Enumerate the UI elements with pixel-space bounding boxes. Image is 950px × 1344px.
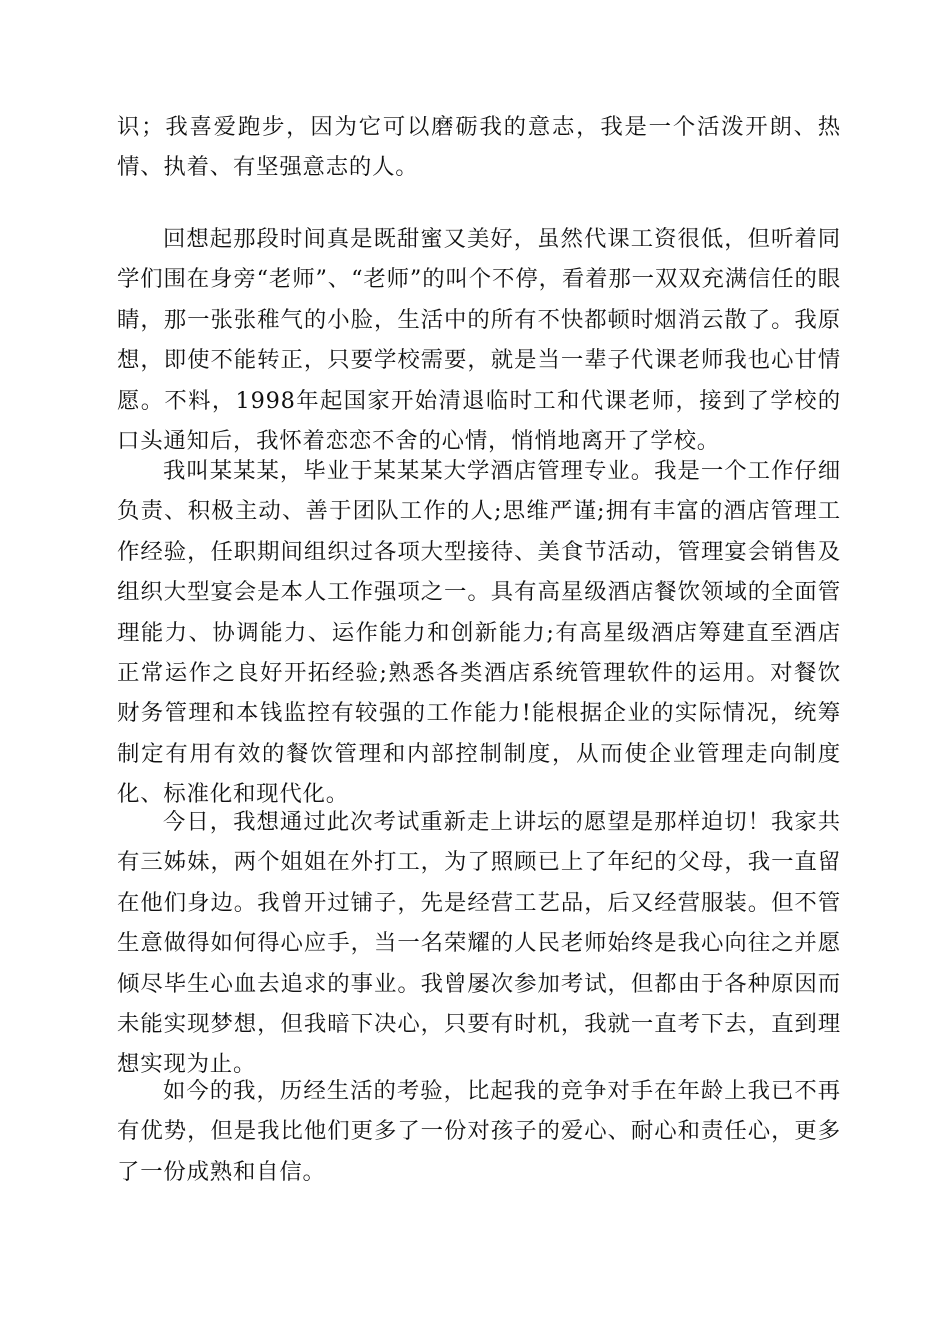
paragraph-introduction: 我叫某某某，毕业于某某某大学酒店管理专业。我是一个工作仔细负责、积极主动、善于团队工作的人;思维严谨;拥有丰富的酒店管理工作经验，任职期间组织过各项大型接待、美食节活动，管理宴会销售及组织大型宴会是本人工作强项之一。具有高星级酒店餐饮领域的全面管理能力、协调能力、运作能力和创新能力;有高星级酒店筹建直至酒店正常运作之良好开拓经验;熟悉各类酒店系统管理软件的运用。对餐饮财务管理和本钱监控有较强的工作能力!能根据企业的实际情况，统筹制定有用有效的餐饮管理和内部控制制度，从而使企业管理走向制度化、标准化和现代化。 bbox=[117, 458, 841, 808]
paragraph-conclusion: 如今的我，历经生活的考验，比起我的竞争对手在年龄上我已不再有优势，但是我比他们更多了一份对孩子的爱心、耐心和责任心，更多了一份成熟和自信。 bbox=[117, 1078, 841, 1185]
paragraph-memory: 回想起那段时间真是既甜蜜又美好，虽然代课工资很低，但听着同学们围在身旁“老师”、“老师”的叫个不停，看着那一双双充满信任的眼睛，那一张张稚气的小脸，生活中的所有不快都顿时烟消云散了。我原想，即使不能转正，只要学校需要，就是当一辈子代课老师我也心甘情愿。不料，1998年起国家开始清退临时工和代课老师，接到了学校的口头通知后，我怀着恋恋不舍的心情，悄悄地离开了学校。 bbox=[117, 226, 841, 455]
paragraph-aspiration: 今日，我想通过此次考试重新走上讲坛的愿望是那样迫切！我家共有三姊妹，两个姐姐在外打工，为了照顾已上了年纪的父母，我一直留在他们身边。我曾开过铺子，先是经营工艺品，后又经营服装。但不管生意做得如何得心应手，当一名荣耀的人民老师始终是我心向往之并愿倾尽毕生心血去追求的事业。我曾屡次参加考试，但都由于各种原因而未能实现梦想，但我暗下决心，只要有时机，我就一直考下去，直到理想实现为止。 bbox=[117, 809, 841, 1078]
paragraph-continued: 识；我喜爱跑步，因为它可以磨砺我的意志，我是一个活泼开朗、热情、执着、有坚强意志的人。 bbox=[117, 114, 841, 181]
